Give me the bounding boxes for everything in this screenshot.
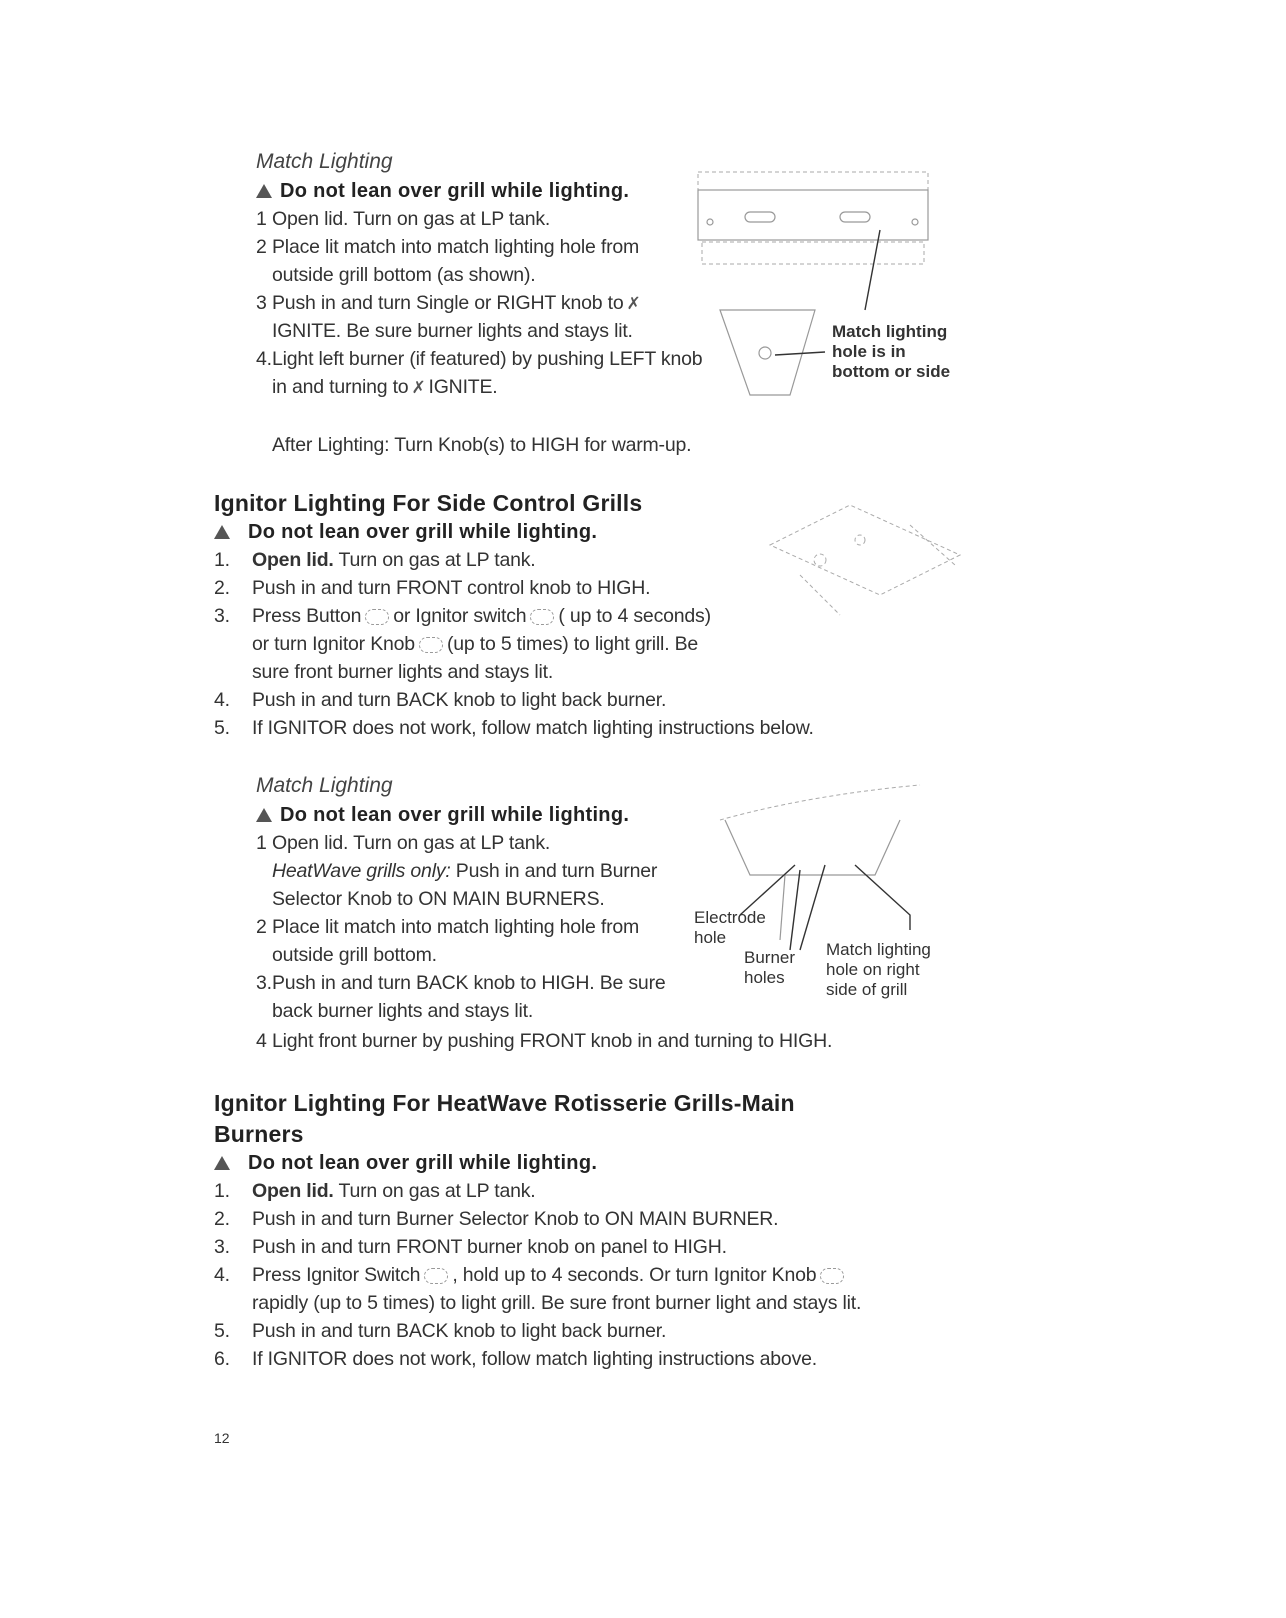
step-number: 3 bbox=[256, 292, 267, 314]
burner-holes-label bbox=[744, 948, 795, 988]
ignite-symbol-icon: ✗ bbox=[411, 378, 426, 397]
step-number: 2. bbox=[214, 577, 230, 599]
section1-step-3 bbox=[256, 292, 644, 315]
section3-step-4 bbox=[256, 1030, 832, 1053]
step-number: 4. bbox=[214, 689, 230, 711]
section1-step-2-cont: outside grill bottom (as shown). bbox=[272, 264, 536, 286]
section3-step-3 bbox=[256, 972, 666, 995]
section1-step-2 bbox=[256, 236, 639, 259]
label-line: hole bbox=[694, 928, 727, 947]
ignitor-knob-icon bbox=[820, 1268, 844, 1284]
step-text: Open lid. Turn on gas at LP tank. bbox=[272, 832, 551, 854]
step-text: Place lit match into match lighting hole from bbox=[272, 916, 640, 938]
label-line: Match lighting bbox=[832, 322, 948, 341]
step-text: IGNITE. bbox=[428, 376, 498, 398]
section2-step-5 bbox=[214, 717, 814, 740]
section2-step-3-cont2: sure front burner lights and stays lit. bbox=[252, 661, 554, 683]
label-line: bottom or side bbox=[832, 362, 951, 381]
label-line: Match lighting bbox=[826, 940, 931, 959]
section1-step-4-cont bbox=[272, 376, 498, 399]
section3-step-1 bbox=[256, 832, 550, 855]
section1-step-1 bbox=[256, 208, 550, 231]
section1-step-3-cont: IGNITE. Be sure burner lights and stays lit. bbox=[272, 320, 633, 342]
electrode-hole-label bbox=[694, 908, 766, 948]
step-text: or Ignitor switch bbox=[393, 605, 527, 627]
section3-warning bbox=[256, 804, 629, 827]
step-text: Push in and turn FRONT control knob to HIGH. bbox=[252, 577, 651, 599]
step-text: , hold up to 4 seconds. Or turn Ignitor Knob bbox=[452, 1264, 817, 1286]
section1-step-4 bbox=[256, 348, 702, 371]
label-line: side of grill bbox=[826, 980, 908, 999]
section3-subtitle: Match Lighting bbox=[256, 774, 393, 797]
ignite-symbol-icon: ✗ bbox=[626, 294, 641, 313]
section2-step-3-cont bbox=[252, 633, 698, 656]
section4-step-4-cont: rapidly (up to 5 times) to light grill. Be sure front burner light and stays lit. bbox=[252, 1292, 862, 1314]
section3-step-2 bbox=[256, 916, 639, 939]
label-line: Burner bbox=[744, 948, 796, 967]
step-text: Press Button bbox=[252, 605, 362, 627]
step-number: 3. bbox=[214, 1236, 230, 1258]
section4-heading-cont: Burners bbox=[214, 1121, 304, 1147]
section4-step-4 bbox=[214, 1264, 848, 1287]
step-text: Press Ignitor Switch bbox=[252, 1264, 421, 1286]
section4-step-3 bbox=[214, 1236, 727, 1259]
section3-step-2-cont: outside grill bottom. bbox=[272, 944, 437, 966]
step-number: 6. bbox=[214, 1348, 230, 1370]
section2-step-1 bbox=[214, 549, 536, 572]
warning-icon bbox=[214, 1156, 230, 1170]
step-text: Push in and turn BACK knob to light back burner. bbox=[252, 689, 667, 711]
step-text: Light front burner by pushing FRONT knob in and turning to HIGH. bbox=[272, 1030, 833, 1052]
step-text: Push in and turn BACK knob to light back burner. bbox=[252, 1320, 667, 1342]
step-text: If IGNITOR does not work, follow match lighting instructions below. bbox=[252, 717, 814, 739]
section3-step-1-cont: Selector Knob to ON MAIN BURNERS. bbox=[272, 888, 605, 910]
section2-warning bbox=[214, 521, 597, 544]
step-text: Light left burner (if featured) by pushing LEFT knob bbox=[272, 348, 703, 370]
button-icon bbox=[365, 609, 389, 625]
step-text: Place lit match into match lighting hole from bbox=[272, 236, 640, 258]
step-text: Turn on gas at LP tank. bbox=[333, 549, 536, 571]
warning-text: Do not lean over grill while lighting. bbox=[248, 521, 598, 543]
step-number: 4. bbox=[214, 1264, 230, 1286]
step-number: 2 bbox=[256, 916, 267, 938]
step-text: Open lid. Turn on gas at LP tank. bbox=[272, 208, 551, 230]
step-number: 3. bbox=[256, 972, 272, 994]
step-text: ( up to 4 seconds) bbox=[558, 605, 711, 627]
step-bold: Open lid. bbox=[252, 1180, 334, 1202]
section2-step-3 bbox=[214, 605, 711, 628]
warning-icon bbox=[256, 184, 272, 198]
label-line: Electrode bbox=[694, 908, 766, 927]
step-text: or turn Ignitor Knob bbox=[252, 633, 415, 655]
step-number: 3. bbox=[214, 605, 230, 627]
step-text: Push in and turn Single or RIGHT knob to bbox=[272, 292, 624, 314]
step-number: 1. bbox=[214, 549, 230, 571]
step-text: Push in and turn FRONT burner knob on panel to HIGH. bbox=[252, 1236, 727, 1258]
step-number: 4. bbox=[256, 348, 272, 370]
section2-step-2 bbox=[214, 577, 650, 600]
step-text: Turn on gas at LP tank. bbox=[333, 1180, 536, 1202]
section4-heading: Ignitor Lighting For HeatWave Rotisserie Grills-Main bbox=[214, 1090, 795, 1116]
warning-text: Do not lean over grill while lighting. bbox=[280, 804, 630, 826]
label-line: hole is in bbox=[832, 342, 906, 361]
warning-icon bbox=[256, 808, 272, 822]
step-number: 5. bbox=[214, 717, 230, 739]
section1-after-lighting: After Lighting: Turn Knob(s) to HIGH for warm-up. bbox=[272, 434, 692, 456]
section4-step-1 bbox=[214, 1180, 536, 1203]
section4-step-5 bbox=[214, 1320, 666, 1343]
ignitor-switch-icon bbox=[530, 609, 554, 625]
step-text: in and turning to bbox=[272, 376, 409, 398]
step-number: 4 bbox=[256, 1030, 267, 1052]
step-number: 1 bbox=[256, 208, 267, 230]
warning-text: Do not lean over grill while lighting. bbox=[248, 1152, 598, 1174]
step-text: Push in and turn Burner Selector Knob to ON MAIN BURNER. bbox=[252, 1208, 779, 1230]
ignitor-switch-icon bbox=[424, 1268, 448, 1284]
step-number: 5. bbox=[214, 1320, 230, 1342]
match-hole-label bbox=[826, 940, 931, 1000]
step-number: 1 bbox=[256, 832, 267, 854]
step-bold: Open lid. bbox=[252, 549, 334, 571]
section2-heading: Ignitor Lighting For Side Control Grills bbox=[214, 490, 643, 516]
section2-step-4 bbox=[214, 689, 666, 712]
section1-subtitle: Match Lighting bbox=[256, 150, 393, 173]
warning-text: Do not lean over grill while lighting. bbox=[280, 180, 630, 202]
step-text: (up to 5 times) to light grill. Be bbox=[446, 633, 699, 655]
warning-icon bbox=[214, 525, 230, 539]
step-text: If IGNITOR does not work, follow match lighting instructions above. bbox=[252, 1348, 817, 1370]
step-number: 2. bbox=[214, 1208, 230, 1230]
step-text: Push in and turn BACK knob to HIGH. Be sure bbox=[272, 972, 666, 994]
section3-step-3-cont: back burner lights and stays lit. bbox=[272, 1000, 534, 1022]
section3-step-1-heatwave bbox=[272, 860, 657, 883]
page-number: 12 bbox=[214, 1430, 230, 1446]
step-italic: HeatWave grills only: bbox=[272, 860, 451, 882]
step-number: 1. bbox=[214, 1180, 230, 1202]
section4-step-6 bbox=[214, 1348, 817, 1371]
ignitor-knob-icon bbox=[419, 637, 443, 653]
label-line: hole on right bbox=[826, 960, 920, 979]
label-line: holes bbox=[744, 968, 785, 987]
side-control-figure bbox=[760, 495, 970, 635]
step-text: Push in and turn Burner bbox=[450, 860, 658, 882]
section4-step-2 bbox=[214, 1208, 778, 1231]
section1-figure-label bbox=[832, 322, 950, 382]
section1-warning bbox=[256, 180, 629, 203]
step-number: 2 bbox=[256, 236, 267, 258]
section4-warning bbox=[214, 1152, 597, 1175]
